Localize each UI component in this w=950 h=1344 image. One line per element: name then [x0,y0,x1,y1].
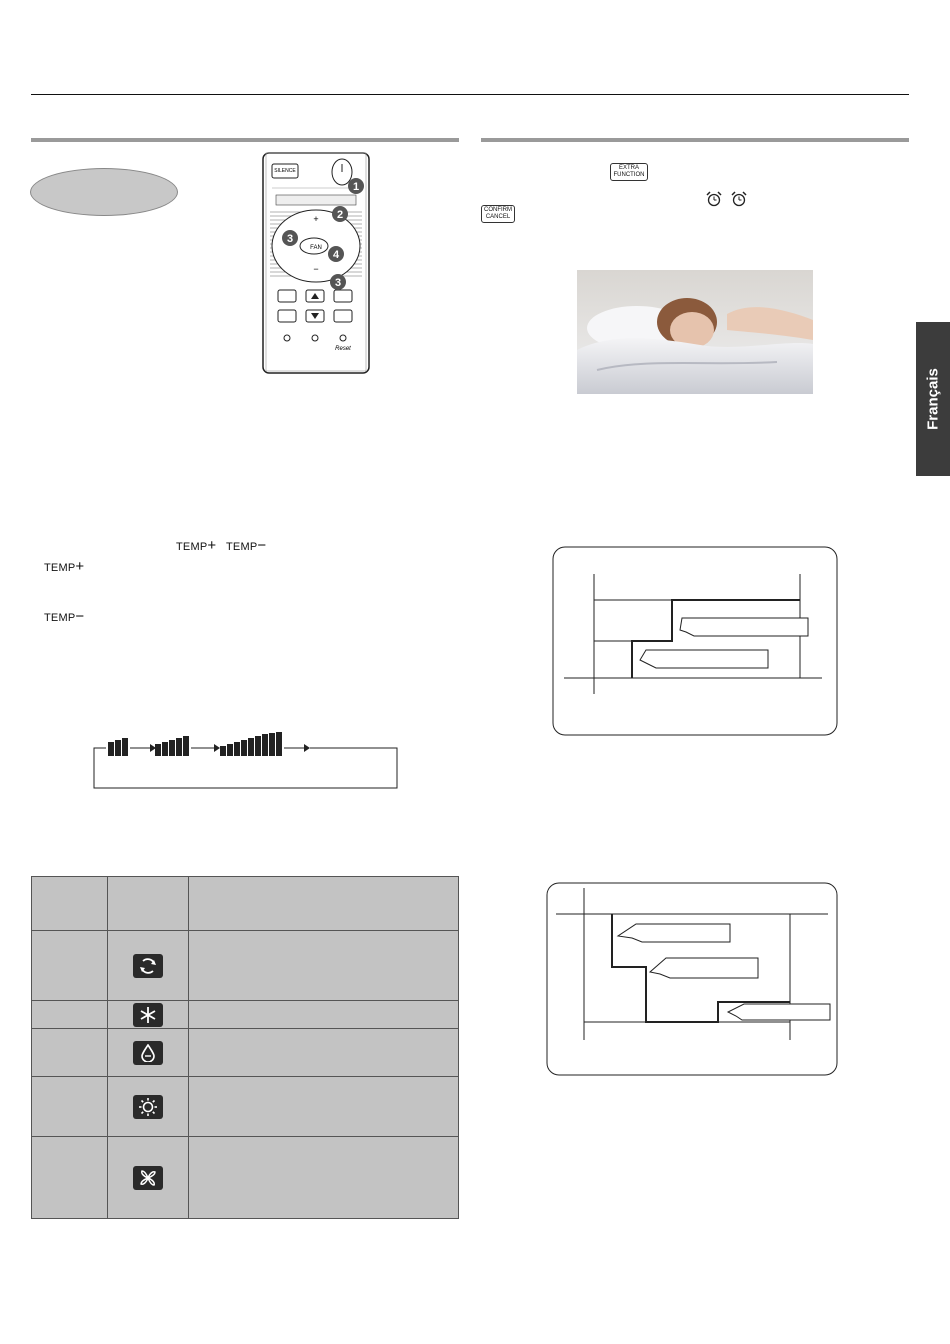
section-oval-badge [30,168,178,216]
svg-text:3: 3 [286,233,294,245]
drop-icon [133,1041,163,1065]
timer-diagram-1 [552,546,838,736]
snowflake-icon [133,1003,163,1027]
table-row [32,877,459,931]
temp-minus-label-2: TEMP− [44,608,85,625]
table-row [32,931,459,1001]
left-section-bar [31,138,459,142]
fan-level-3-bars [155,736,189,756]
extra-function-button-image: EXTRA FUNCTION [610,163,648,181]
header-rule [31,94,909,95]
fan-level-5-bars [220,732,282,756]
temp-plus-label-2: TEMP+ [44,558,85,575]
temp-minus-label: TEMP− [226,537,267,554]
svg-text:3: 3 [334,277,342,289]
svg-text:4: 4 [332,249,340,261]
remote-control-illustration [262,152,370,374]
fan-level-1-bars [108,738,128,756]
table-row [32,1029,459,1077]
table-row [32,1077,459,1137]
mode-table [31,876,459,1219]
svg-text:2: 2 [336,209,344,221]
sleeping-woman-photo [577,270,813,394]
table-row [32,1001,459,1029]
remote-fan-label: FAN [310,245,322,251]
svg-text:+: + [313,214,319,224]
remote-silence-label: SILENCE [274,168,296,174]
language-tab-label: Français [924,368,942,430]
svg-text:−: − [313,264,319,274]
timer-diagram-2 [546,882,838,1076]
fan-speed-sequence-diagram [90,730,402,792]
sun-icon [133,1095,163,1119]
alarm-clock-icon [705,191,723,207]
remote-reset-label: Reset [335,346,351,352]
language-tab [916,322,950,476]
auto-mode-icon [133,954,163,978]
fan-icon [133,1166,163,1190]
alarm-clock-icon [730,191,748,207]
right-section-bar [481,138,909,142]
temp-plus-label: TEMP+ [176,537,217,554]
table-row [32,1137,459,1219]
svg-text:1: 1 [352,181,360,193]
confirm-cancel-button-image: CONFIRM CANCEL [481,205,515,223]
